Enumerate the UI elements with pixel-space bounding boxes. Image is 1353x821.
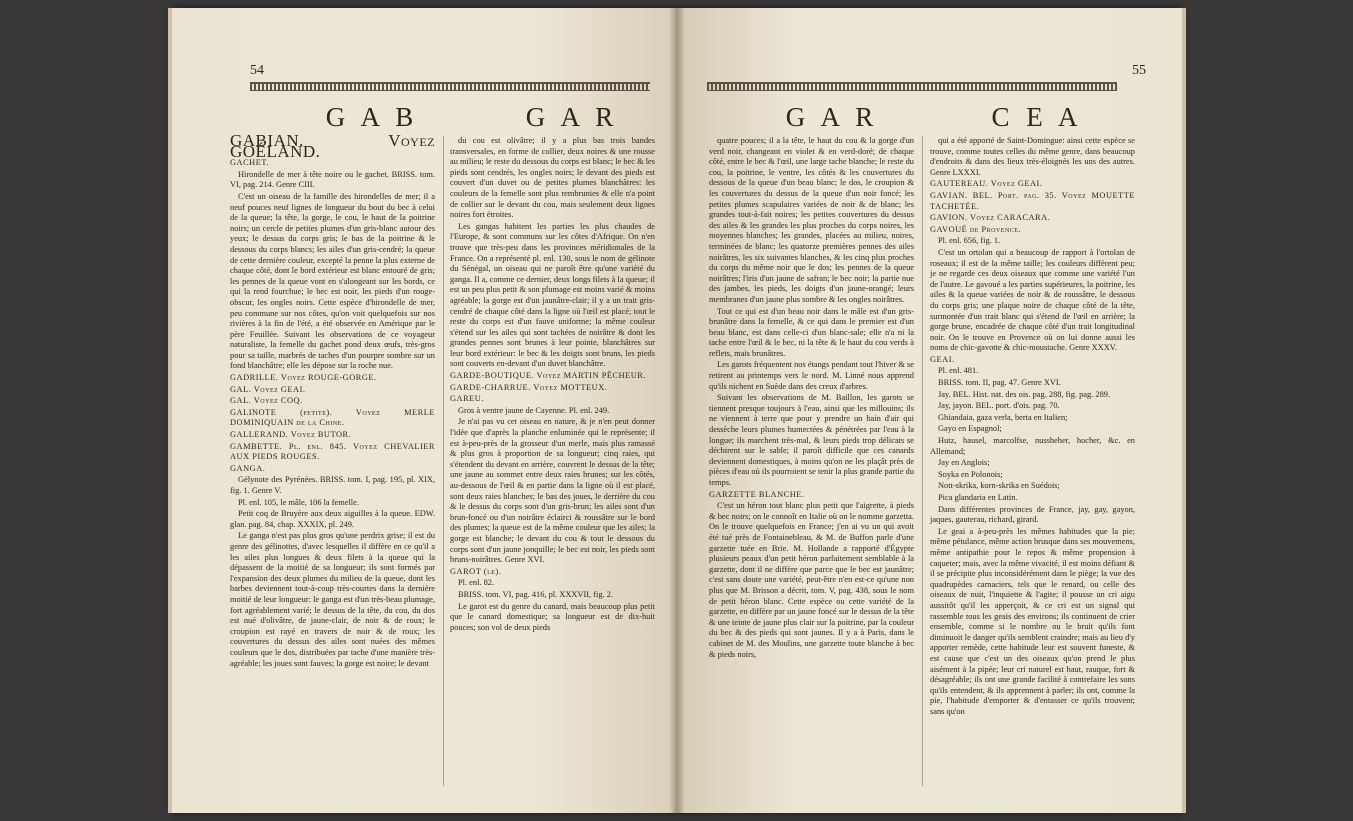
entry-heading: GALINOTE (petite). Voyez MERLE DOMINIQUAIN de la Chine. — [230, 407, 435, 428]
paragraph: qui a été apporté de Saint-Domingue: ainsi cette espèce se trouve, comme toutes celles du même genre, dans beaucoup d'endroits & dans des lieux très-éloignés les uns des autres. Genre LXXXI. — [930, 136, 1135, 177]
paragraph: Jay. BEL. Hist. nat. des ois. pag. 288, fig. pag. 289. — [938, 389, 1111, 399]
entry-heading: GALLERAND. Voyez BUTOR. — [230, 430, 352, 440]
entry-heading: GARDE-CHARRUE. Voyez MOTTEUX. — [450, 382, 608, 392]
paragraph: Le geai a à-peu-près les mêmes habitudes que la pie; même pétulance, même action brusque dans ses mouvemens, même antipathie pour le repos & même propension à caqueter; mais, avec la même vivacité, il est moins défiant & il se précipite plus inconsidérément dans le piège; la vue des quadrupèdes carnaciers, tels que le renard, ou celle des oiseaux de nuit, l'inquiette & l'agite; il pousse un cri aigu aussitôt qu'il les apperçoit, & ce cri est un signal qui rassemble tous les geais des environs; ils continuent de crier ensemble, comme si le nombre ou le bruit qu'ils font diminuoit le danger qu'ils semblent craindre; mais au lieu d'y apporter remède, cette habitude leur est souvent funeste, & est cause que c'est un des oiseaux qu'on prend le plus aisément à la pipée; leur cri naturel est haut, rauque, fort & désagréable; ils ont une grande facilité à contrefaire les sons qu'ils entendent, & ils apprennent à parler; ils ont, comme la pie, l'habitude d'emporter & d'entasser ce qu'ils trouvent; sans qu'on — [930, 526, 1135, 716]
paragraph: Les garots fréquentent nos étangs pendant tout l'hiver & se retirent au printemps vers le nord. M. Linné nous apprend qu'ils nichent en Suède dans des creux d'arbres. — [709, 360, 914, 391]
paragraph: Pl. enl. 481. — [938, 366, 979, 376]
entry-heading: GEAI. — [930, 354, 955, 364]
paragraph: Je n'ai pas vu cet oiseau en nature, & je n'en peut donner l'idée que d'après la planche enluminée qui le représente; il est à-peu-près de la grosseur d'un merle, mais plus ramassé & plus gros à proportion de sa longueur; cinq raies, qui s'étendent du devant en arrière, couvrent le dessus de la tête; une jaune au sommet entre deux raies brunes; sur les côtés, au-dessous de l'œil & en partie dans la ligne où il est placé, sont deux raies blanches; le bas des joues, le derrière du cou & le dessus du corps sont d'un gris-brun; les ailes sont d'un brun-foncé ou d'un noirâtre éclairci & roussâtre sur le bord des plumes; la queue est de la même couleur que les ailes; la gorge est blanche; le devant du cou & tout le dessous du corps sont d'un jaune jonquille; le bec est noir, les pieds sont bruns-noirâtres. Genre XVI. — [450, 417, 655, 565]
paragraph: Petit coq de Bruyère aux deux aiguilles à la queue. EDW. glan. pag. 84, chap. XXXIX, pl. 249. — [230, 509, 435, 529]
page-edge-right — [1182, 8, 1186, 813]
ornament-rule — [707, 82, 1117, 91]
paragraph: BRISS. tom. II, pag. 47. Genre XVI. — [938, 378, 1061, 388]
paragraph: Jay en Anglois; — [938, 458, 990, 468]
book-gutter — [669, 8, 685, 813]
paragraph: Hutz, hausel, marcolfse, nussheher, hocher, &c. en Allemand; — [930, 436, 1135, 456]
paragraph: quatre pouces; il a la tête, le haut du cou & la gorge d'un verd noir, changeant en violet & en verd-doré; de chaque côté, entre le bec & l'œil, une large tache blanche; le reste du cou, la poitrine, le ventre, les côtés & les couvertures du dessous de la queue d'un beau blanc; le dos, le croupion & les couvertures du dessus de la queue d'un noir foncé; les petites plumes scapulaires variées de noir & de blanc; les grandes tout-à-fait noires; les petites couvertures du dessus des ailes & les grandes les plus proches du corps noires, les moyennes blanches; les grandes, placées au milieu, noires, terminées de blanc; les quatorze premières pennes des ailes noirâtres, les six suivantes blanches, & les cinq plus proches du corps du même noir que le dos; les pennes de la queue noirâtres; l'iris d'un jaune de safran; le bec noir; la partie nue des jambes, les pieds, les doigts d'un jaune-orangé; leurs membranes d'un jaune plus sombre & les ongles noirâtres. — [709, 136, 914, 304]
left-page — [172, 8, 677, 813]
paragraph: Pl. enl. 656, fig. 1. — [938, 236, 1001, 246]
text-column-2 — [450, 136, 655, 806]
ornament-rule — [250, 82, 650, 91]
paragraph: Nott-skrika, korn-skrika en Suédois; — [938, 481, 1060, 491]
paragraph: C'est un ortolan qui a beaucoup de rapport à l'ortolan de roseaux; il est de la même taille; les couleurs diffèrent peu; je ne regarde ces deux oiseaux que comme une variété l'un de l'autre. Le gavoué a les parties supérieures, la poitrine, les ailes & la queue variées de noir & de roussâtre, le dessous du corps gris; une plaque noire de chaque côté de la tête, surmontée d'un trait blanc qui s'étend de l'œil en arrière; la gorge brune, encadrée de chaque côté d'un trait longitudinal noir. On le trouve en Provence où on lui donne aussi les noms de chic-gavotte & chic-moustache. Genre XXXV. — [930, 247, 1135, 353]
paragraph: BRISS. tom. VI, pag. 416, pl. XXXVII, fig. 2. — [458, 589, 614, 599]
page-number: 54 — [250, 63, 264, 78]
entry-heading: GAVIAN. BEL. Port. pag. 35. Voyez MOUETTE TACHETÉE. — [930, 190, 1135, 211]
entry-heading: GAREU. — [450, 394, 484, 404]
page-number: 55 — [1132, 63, 1146, 78]
open-book — [172, 8, 1182, 813]
column-divider — [922, 136, 923, 786]
paragraph: Tout ce qui est d'un beau noir dans le mâle est d'un gris-brunâtre dans la femelle, & ce qui dans le premier est d'un beau blanc, est dans celle-ci d'un blanc-sale; elle n'a ni la tache entre l'œil & le bec, ni la tête & le haut du cou verds à reflets, mais brunâtres. — [709, 306, 914, 358]
text-column-1 — [230, 131, 435, 806]
entry-heading: GAVION. Voyez CARACARA. — [930, 213, 1051, 223]
entry-heading: GAVOUÉ de Provence. — [930, 224, 1022, 234]
column-divider — [443, 136, 444, 786]
paragraph: du cou est olivâtre; il y a plus bas trois bandes transversales, en forme de collier, deux noires & une rousse au milieu; le reste du dessous du corps est blanc; le bec & les pieds sont cendrés, les ongles noirs; le devant des pieds est couvert d'un duvet ou de petites plumes blanchâtres: les couleurs de la femelle sont plus rembrunies & elle n'a point de collier sur le devant du cou, mais seulement deux lignes noires fort étroites. — [450, 136, 655, 220]
entry-heading: GAMBETTE. Pl. enl. 845. Voyez CHEVALIER AUX PIEDS ROUGES. — [230, 441, 435, 462]
paragraph: Hirondelle de mer à tête noire ou le gachet. BRISS. tom. VI, pag. 214. Genre CIII. — [230, 169, 435, 190]
entry-heading: GAUTEREAU. Voyez GEAI. — [930, 179, 1043, 189]
running-head: G A B — [325, 102, 419, 132]
paragraph: Suivant les observations de M. Baillon, les garots se tiennent presque toujours à l'eau, ainsi que les millouins; ils ne viennent à terre que pour y prendre un bain d'air qui dessèche leurs plumes humectées & pénétrées par l'eau à la longue; ils marchent très-mal, & leurs pieds trop délicats se déchirent sur le sable; il paroît difficile que ces canards deviennent domestiques, à moins qu'on ne les plaçât près de pièces d'eau où ils pourroient se tenir la plus grande partie du temps. — [709, 393, 915, 487]
paragraph: Pl. enl. 82. — [458, 578, 495, 588]
entry-heading: GABIAN. Voyez GOÉLAND. — [230, 131, 435, 161]
entry-heading: GARZETTE BLANCHE. — [709, 489, 805, 499]
paragraph: Pl. enl. 105, le mâle, 106 la femelle. — [238, 497, 359, 507]
paragraph: Gros à ventre jaune de Cayenne. Pl. enl. 249. — [458, 405, 610, 415]
paragraph: Les gangas habitent les parties les plus chaudes de l'Europe, & sont communs sur les côtes d'Afrique. On n'en trouve que très-peu dans les provinces méridionales de la France. On a représenté pl. enl. 130, sous le nom de gélinote du Sénégal, un oiseau qui ne paroît être qu'une variété du ganga. Il a, comme ce dernier, deux longs filets à la queue; il est un peu plus petit & son plumage est moins varié & moins agréable; la gorge est d'un jaunâtre-clair; il y a un trait gris-cendré de chaque côté dans la ligne où l'œil est placé; tout le reste du corps est d'un fauve uniforme; la même couleur s'étend sur les ailes qui sont tachées de noirâtre & dont les grandes pennes sont brunes à leur pointe, blanchâtres sur leur bord extérieur: le bec & les doigts sont bruns, les pieds sont couverts en-devant d'un duvet blanchâtre. — [450, 221, 655, 369]
running-head: G A R — [785, 102, 879, 132]
paragraph: C'est un oiseau de la famille des hirondelles de mer; il a neuf pouces neuf lignes de longueur du bout du bec à celui de la queue; la tête, la gorge, le cou, le haut de la poitrine noirs; un cercle de petites plumes d'un gris-blanc autour des yeux; le dessus du corps gris; le bas de la poitrine & le dessous du corps blancs; les ailes d'un gris-cendré; la queue de cette dernière couleur, excepté la penne la plus externe de chaque côté, dont le bord extérieur est blanc entouré de gris; les pennes de la queue vont en s'alongeant sur les bords, ce qui la rend fourchue; le bec est noir, les pieds d'un rouge-obscur, les ongles noirs. Cette espèce d'hirondelle de mer, peu commune sur nos côtes, qu'on voit quelquefois sur nos rivières à la fin de l'été, a été observée en Amérique par le père Feuillée. Suivant les observations de ce voyageur naturaliste, la femelle du gachet pond deux œufs, très-gros pour sa taille, marbrés de taches d'un pourpre sombre sur un fond blanchâtre; elle les dépose sur la roche nue. — [230, 191, 435, 371]
paragraph: Gélynote des Pyrénées. BRISS. tom. I, pag. 195, pl. XIX, fig. 1. Genre V. — [230, 475, 435, 495]
entry-heading: GANGA. — [230, 463, 266, 473]
text-column-2 — [930, 136, 1135, 806]
entry-heading: GARDE-BOUTIQUE. Voyez MARTIN PÊCHEUR. — [450, 371, 646, 381]
entry-heading: GAL. Voyez GEAI. — [230, 384, 306, 394]
right-page — [677, 8, 1182, 813]
paragraph: Soyka en Polonois; — [938, 469, 1003, 479]
running-head: C E A — [991, 102, 1083, 132]
paragraph: Pica glandaria en Latin. — [938, 493, 1018, 502]
paragraph: Le ganga n'est pas plus gros qu'une perdrix grise; il est du genre des gélinottes, d'avec lesquelles il diffère en ce qu'il a les ailes plus longues & deux filets à la queue qui la dépassent de la moitié de sa longueur; ils sont formés par l'expansion des deux plumes du milieu de la queue, dont les barbes deviennent tout-à-coup très-courtes dans la dernière moitié de leur longueur: le ganga est d'un très-beau plumage, fort agréablement varié; le dessus de la tête, du cou, du dos est nué d'olivâtre, de jaune-clair, de noir & de roux; le croupion est rayé en travers de noir & de roux; les couvertures du dessus des ailes sont nuées des mêmes couleurs que le dos, distribuées par tache d'une manière très-agréable; les joues sont fauves; la gorge est noire; le devant — [230, 531, 435, 668]
text-column-1 — [709, 136, 914, 806]
paragraph: C'est un héron tout blanc plus petit que l'aigrette, à pieds & bec noirs; on le connoît en Italie où on le nomme garzetta. On le trouve quelquefois en France; j'en ai vu un qui avoit été tué près de Fontainebleau, & M. de Buffon parle d'une garzette tuée en Brie. M. Hollande a rapporté d'Égypte plusieurs peaux d'un petit héron parfaitement semblable à la garzette, dont il ne diffère que parce que le bec est jaunâtre; c'est sans doute une variété, peut-être n'en est-ce qu'une non plus que M. Brisson a décrit, tom. V, pag. 438, sous le nom de petit héron blanc. Cette espèce ou cette variété de la garzette, en diffère par un jaune foncé sur le dessus de la tête & une teinte de jaune plus clair sur la poitrine, par la couleur du bec & des pieds qui sont jaunes. Il y a à Paris, dans le cabinet de M. des Moulins, une garzette toute blanche à bec & pieds noirs, — [709, 501, 914, 659]
entry-heading: GAL. Voyez COQ. — [230, 396, 303, 406]
paragraph: Dans différentes provinces de France, jay, gay, gayon, jaques, gauterau, richard, girard. — [930, 504, 1135, 525]
entry-heading: GAROT (le). — [450, 566, 502, 576]
running-head: G A R — [525, 102, 619, 132]
paragraph: Gayo en Espagnol; — [938, 424, 1002, 434]
paragraph: Jay, jayon. BEL. port. d'ois. pag. 70. — [938, 401, 1060, 411]
paragraph: Ghiandaia, gaza verla, berta en Italien; — [938, 412, 1068, 422]
entry-heading: GACHET. — [230, 158, 269, 168]
paragraph: Le garot est du genre du canard, mais beaucoup plus petit que le canard domestique; sa longueur est de dix-huit pouces; son vol de deux pieds — [450, 601, 655, 632]
entry-heading: GADRILLE. Voyez ROUGE-GORGE. — [230, 373, 377, 383]
